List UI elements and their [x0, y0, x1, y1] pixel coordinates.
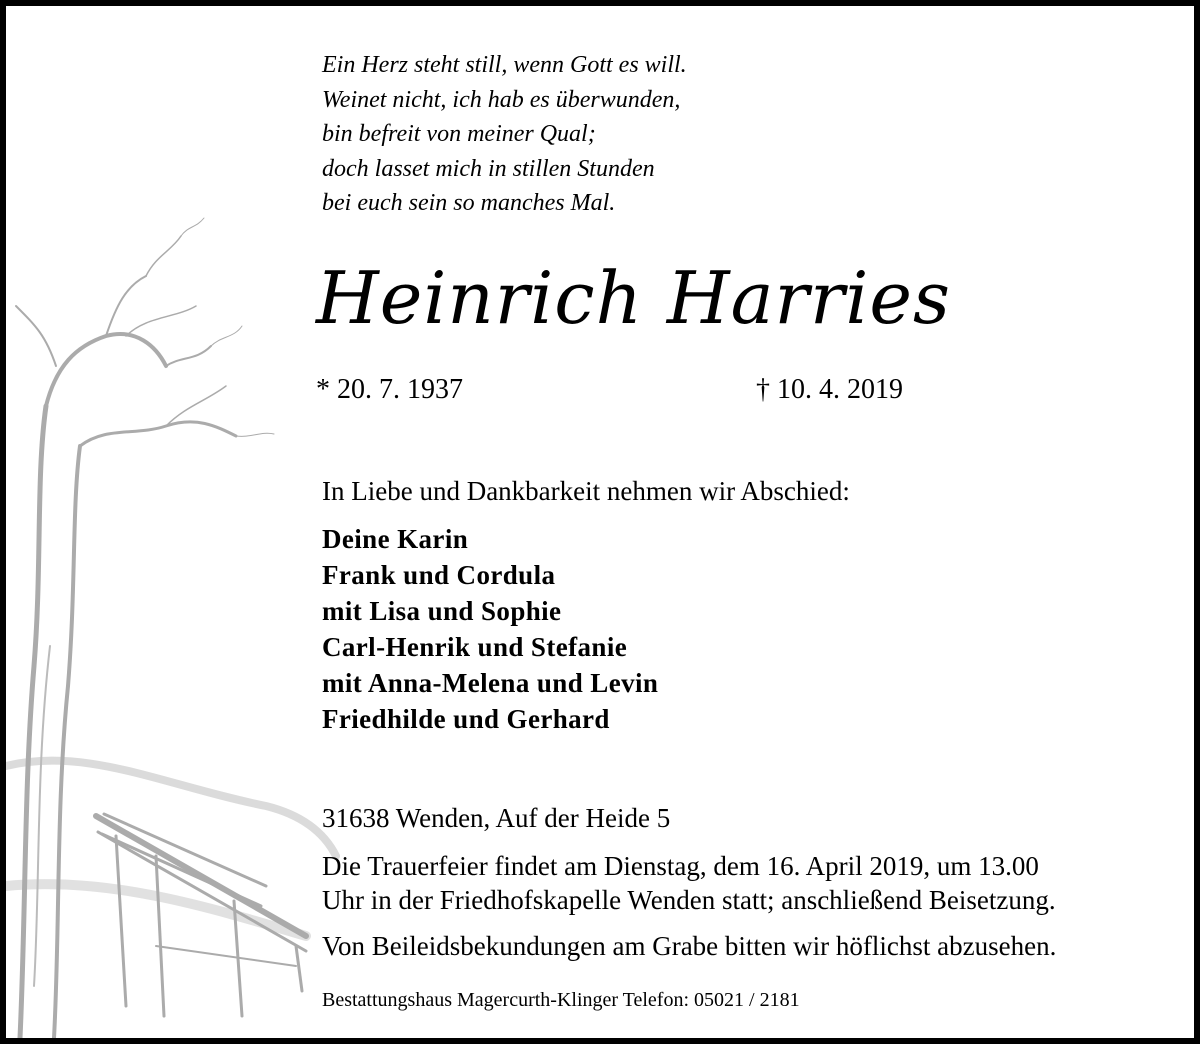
poem-line: Ein Herz steht still, wenn Gott es will. [322, 52, 687, 78]
family-member: Deine Karin [322, 524, 469, 554]
deceased-name: Heinrich Harries [316, 256, 951, 340]
service-info [322, 849, 1056, 917]
family-address: 31638 Wenden, Auf der Heide 5 [322, 803, 671, 833]
family-member: Friedhilde und Gerhard [322, 704, 610, 734]
poem-line: Weinet nicht, ich hab es überwunden, [322, 86, 681, 113]
death-date: † 10. 4. 2019 [756, 374, 903, 405]
family-member: Frank und Cordula [322, 560, 556, 590]
service-line: Die Trauerfeier findet am Dienstag, dem 16. April 2019, um 13.00 [322, 851, 1039, 881]
family-member: mit Lisa und Sophie [322, 596, 562, 626]
family-member: Carl-Henrik und Stefanie [322, 632, 628, 662]
poem-line: bin befreit von meiner Qual; [322, 121, 596, 147]
farewell-intro: In Liebe und Dankbarkeit nehmen wir Abschied: [322, 476, 850, 506]
birth-date: * 20. 7. 1937 [316, 374, 463, 405]
family-member: mit Anna-Melena und Levin [322, 668, 659, 698]
funeral-home-contact: Bestattungshaus Magercurth-Klinger Telefon: 05021 / 2181 [322, 989, 800, 1011]
poem-line: doch lasset mich in stillen Stunden [322, 155, 655, 182]
condolence-note: Von Beileidsbekundungen am Grabe bitten wir höflichst abzusehen. [322, 931, 1057, 961]
service-line: Uhr in der Friedhofskapelle Wenden statt; anschließend Beisetzung. [322, 885, 1056, 915]
family-list [322, 521, 658, 737]
memorial-poem [322, 48, 687, 221]
poem-line: bei euch sein so manches Mal. [322, 190, 616, 216]
